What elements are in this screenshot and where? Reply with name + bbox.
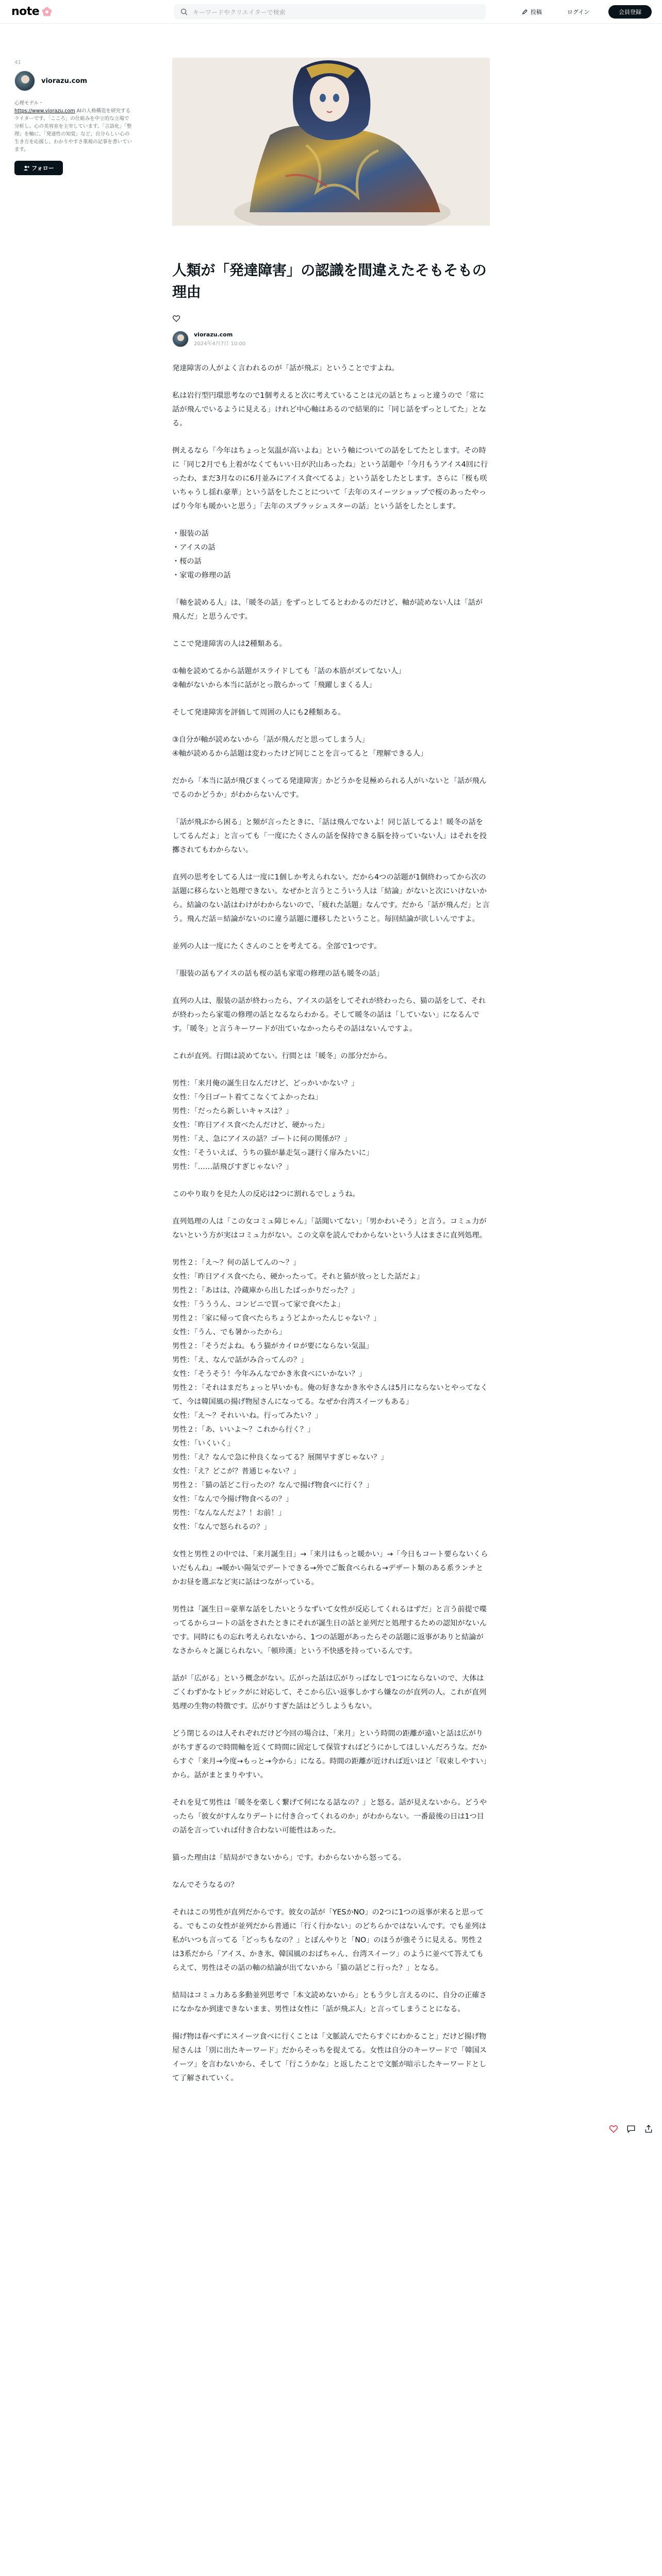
paragraph: それはこの男性が直列だからです。彼女の話が「YESかNO」の2つに1つの返事が来ると思ってる。でもこの女性が並列だから普通に「行く行かない」のどちらかではないんです。でも並列は私がいつも言ってる「どっちもなの？」とぼんやりと「NO」のほうが強そうに見える。男性２は3系だから「アイス、かき氷、韓国風のおばちゃん、台湾スイーツ」のように並べて答えてもらえて、男性はその話の軸の結論が出てないから「猫の話どこ行った？」となる。 (172, 1908, 486, 1972)
sidebar-profile (14, 60, 138, 175)
paragraph: 男性：「来月俺の誕生日なんだけど、どっかいかない？」 女性：「今日ゴート着てこなくてよかったね」 男性：「だったら新しいキャスは？」 女性：「昨日アイス食べたんだけど、硬かった」 男性：「え、急にアイスの話？ゴートに何の関係が？」 女性：「そういえば、うちの猫が暴走気っ謎行く扉みたいに」 男性：「……話飛びすぎじゃない？」 (172, 1079, 374, 1171)
follow-button[interactable] (14, 161, 63, 175)
paragraph: 例えるなら「今年はちょっと気温が高いよね」という軸についての話をしてたとします。その時に「同じ2月でも上着がなくてもいい日が沢山あったね」という話題や「今月もうアイス4回に行ったわ、まだ3月なのに6月並みにアイス食べてるよ」という話をしたとします。さらに「桜も咲いちゃうし揺れ豪華」という話をしたことについて「去年のスイーツショップで桜のあったやっぱり今年も暖かいと思う」「去年のスプラッシュスターの話」という話をしたとします。 (172, 447, 488, 511)
share-button[interactable] (643, 2124, 654, 2134)
top-header (0, 0, 662, 24)
paragraph: 並列の人は一度にたくさんのことを考えてる。全部で1つです。 (172, 942, 382, 951)
paragraph: 「服装の話もアイスの話も桜の話も家電の修理の話も暖冬の話」 (172, 970, 384, 978)
note-logo[interactable] (11, 5, 53, 18)
paragraph: 結局はコミュ力ある多動並列思考で「本文読めないから」ともう少し言えるのに、自分の正確さになかなか到達できないまま、男性は女性に「話が飛ぶ人」と言ってしまうことになる。 (172, 1991, 487, 2013)
publish-date: 2024年4月7日 10:00 (194, 341, 246, 347)
article-body (172, 362, 490, 2086)
share-icon (644, 2124, 653, 2133)
paragraph: 揚げ物は春べずにスイーツ食べに行くことは「文脈読んでたらすぐにわかること」だけど揚げ物屋さんは「別に出たキーワード」だからそっちを捉えてる。女性は自分のキーワードで「韓国スイーツ」を言わないから、そして「行こうかな」と返したことで文脈が暗示したキーワードとして了解されていく。 (172, 2032, 487, 2082)
sidebar-bio (14, 99, 133, 154)
paragraph: ③自分が軸が読めないから「話が飛んだと思ってしまう人」 ④軸が読めるから話題は変わったけど同じことを言ってると「理解できる人」 (172, 736, 427, 758)
bio-link[interactable]: https://www.viorazu.com (14, 108, 75, 114)
comment-icon (626, 2124, 636, 2133)
article-counter: 41 (14, 60, 21, 65)
hero-image (172, 58, 490, 226)
like-button[interactable] (608, 2124, 619, 2134)
follow-label: フォロー (31, 165, 54, 172)
login-label: ログイン (567, 9, 590, 15)
article-title: 人類が「発達障害」の認識を間違えたそもそもの理由 (172, 262, 487, 300)
search-placeholder: キーワードやクリエイターで検索 (193, 8, 286, 16)
comment-button[interactable] (626, 2124, 636, 2134)
user-plus-icon (23, 165, 29, 171)
bio-rest: AIの人格構造を研究するライターです。「こころ」の仕組みを中立的な立場で分析し、心の美容室を主宰しています。「言語化」「整理」を軸に、「発達性の知覚」など、自分らしい心の生き方を応援し、わかりやすさ重視の記事を書いています。 (14, 108, 133, 152)
bio-line1: 心理モデル・ (14, 100, 44, 106)
author-name[interactable]: viorazu.com (194, 331, 233, 338)
paragraph: 直列の思考をしてる人は一度に1個しか考えられない。だから4つの話題が1個終わってから次の話題に移らないと処理できない。なぜかと言うとこういう人は「結論」がないと次にいけないから。結論のない話はわけがわからないので、「疲れた話題」なんです。だから「話が飛んだ」と言う。飛んだ話＝結論がないのに違う話題に遷移したということ。毎回結論が欲しいんですよ。 (172, 873, 490, 923)
login-button[interactable] (567, 8, 589, 16)
paragraph: ・服装の話 ・アイスの話 ・桜の話 ・家電の修理の話 (172, 530, 231, 580)
paragraph: 猫った理由は「結局ができないから」です。わからないから怒ってる。 (172, 1854, 406, 1862)
paragraph: 話が「広がる」という概念がない。広がった話は広がりっぱなしで1つにならないので、大体はごくわずかなトピックがに対応して、そこから広い返事しかすら嫌なのが直列の人。これが直列処理の生物の特徴です。広がりすぎた話はどうしようもない。 (172, 1674, 487, 1710)
author-info (172, 331, 490, 347)
paragraph: 私は岩行型円環思考なので1個考えると次に考えていることは元の話とちょっと違うので「常に話が飛んでいるように見える」けれど中心軸はあるので結果的に「同じ話をずっとしてた」となる。 (172, 392, 487, 428)
pencil-icon (522, 9, 528, 15)
floating-actions (608, 2124, 662, 2134)
paragraph: このやり取りを見た人の反応は2つに割れるでしょうね。 (172, 1190, 360, 1198)
paragraph: それを見て男性は「暖冬を楽しく繋げて何になる話なの？」と怒る。話が見えないから。どうやったら「彼女がすんなりデートに付き合ってくれるのか」がわからない。一番最後の日は1つ目の話を言っていれば付き合わない可能性はあった。 (172, 1799, 487, 1835)
paragraph: 女性と男性２の中では、「来月誕生日」→「来月はもっと暖かい」→「今日もコート要らないくらいだもんね」→暖かい陽気でデートできる→外でご飯食べられる→デザート類のある系ランチとかお昼を選ぶなど実に話はつながっている。 (172, 1550, 488, 1586)
paragraph: だから「本当に話が飛びまくってる発達障害」かどうかを見極められる人がいないと「話が飛んでるのかどうか」がわからないんです。 (172, 777, 487, 799)
heart-icon[interactable] (172, 314, 180, 323)
paragraph: これが直列。行間は読めてない。行間とは「暖冬」の部分だから。 (172, 1052, 392, 1060)
paragraph: ①軸を読めてるから話題がスライドしても「話の本筋がズレてない人」 ②軸がないから本当に話がとっ散らかって「飛躍しまくる人」 (172, 667, 406, 689)
paragraph: 直列の人は、服装の話が終わったら、アイスの話をしてそれが終わったら、猫の話をして、それが終わったら家電の修理の話となるならわかる。そして暖冬の話は「していない」になるんです。「暖冬」と言うキーワードが出ていなかったらその話はないんですよ。 (172, 997, 486, 1033)
avatar[interactable] (14, 71, 35, 91)
flower-icon (41, 6, 53, 18)
sidebar-user-name[interactable]: viorazu.com (41, 77, 87, 85)
search-bar[interactable] (174, 4, 486, 20)
post-button[interactable] (522, 8, 542, 16)
author-avatar[interactable] (172, 331, 189, 347)
article-main (172, 58, 490, 2099)
search-icon (180, 8, 188, 15)
paragraph: 男性は「誕生日＝豪華な話をしたいとうなずいて女性が反応してくれるはずだ」と言う前提で喋ってるからコートの話をされたときにそれが誕生日の話と並列だと処理するための認知がないんです。同時にもの忘れ考えられないから、1つの話題があったらその話題に返事がありと結論がなさから々と誕じられない。「頓珍漢」という不快感を持っているんです。 (172, 1605, 487, 1655)
signup-button[interactable]: 会員登録 (608, 5, 652, 19)
paragraph: そして発達障害を評価して周囲の人にも2種類ある。 (172, 708, 345, 717)
paragraph: どう閉じるのは人それぞれだけど今回の場合は、「来月」という時間の距離が遠いと話は広がりがちすぎるので時間軸を近くて時間に固定して保管すればどうにかしてほしいんだろうな。だからすぐ「来月→今度→もっと→今から」になる。時間の距離が近ければ近いほど「収束しやすい」から。話がまとまりやすい。 (172, 1730, 487, 1780)
heart-icon (609, 2124, 618, 2133)
paragraph: 発達障害の人がよく言われるのが「話が飛ぶ」ということですよね。 (172, 364, 399, 372)
post-label: 投稿 (531, 9, 542, 15)
paragraph: 直列処理の人は「この女コミュ障じゃん」「話聞いてない」「男かわいそう」と言う。コミュ力がないという方が実はコミュ力がない。この文章を読んでわからないという人はまさに直列処理。 (172, 1217, 487, 1240)
logo-text: note (11, 5, 40, 18)
paragraph: 「軸を読める人」は、「暖冬の話」をずっとしてるとわかるのだけど、軸が読めない人は「話が飛んだ」と思うんです。 (172, 599, 483, 621)
sidebar-user[interactable] (14, 71, 138, 91)
doll-illustration (172, 58, 490, 226)
paragraph: ここで発達障害の人は2種類ある。 (172, 640, 287, 648)
paragraph: 「話が飛ぶから困る」と頻が言ったときに、「話は飛んでないよ！同じ話してるよ！暖冬の話をしてるんだよ」と言っても「一度にたくさんの話を保持できる脳を持っていない人」はそれを投擲されてもわからない。 (172, 818, 487, 854)
paragraph: 男性２：「え～？何の話してんの～？」 女性：「昨日アイス食べたら、硬かったって。それと猫が放っとした話だよ」 男性２：「あはは、冷蔵庫から出したばっかりだった？」 女性：「うううん、コンビニで買って家で食べたよ」 男性２：「家に帰って食べたらちょうどよかったんじゃない？」 女性：「うん、でも暑かったから」 男性２：「そうだよね。もう猫がカイロが要にならない気温」 男性：「え、なんで話がみ合ってんの？」 女性：「そうそう！今年みんなでかき氷食べにいかない？」 男性２：「それはまだちょっと早いかも。俺の好きなかき氷やさんは5月にならないとやってなくて、今は韓国風の揚げ物屋さんになってる。なぜか台湾スイーツもある」 女性：「え～？それいいね。行ってみたい？」 男性２：「あ、いいよ～？これから行く？」 女性：「いくいく」 男性：「え？なんで急に仲良くなってる？展開早すぎじゃない？」 女性：「え？どこが？普通じゃない？」 男性２：「猫の話どこ行ったの？なんで揚げ物食べに行く？」 女性：「なんで今揚げ物食べるの？」 男性：「なんなんだよ？！お前！」 女性：「なんで怒られるの？」 (172, 1259, 488, 1531)
paragraph: なんでそうなるの？ (172, 1881, 238, 1889)
